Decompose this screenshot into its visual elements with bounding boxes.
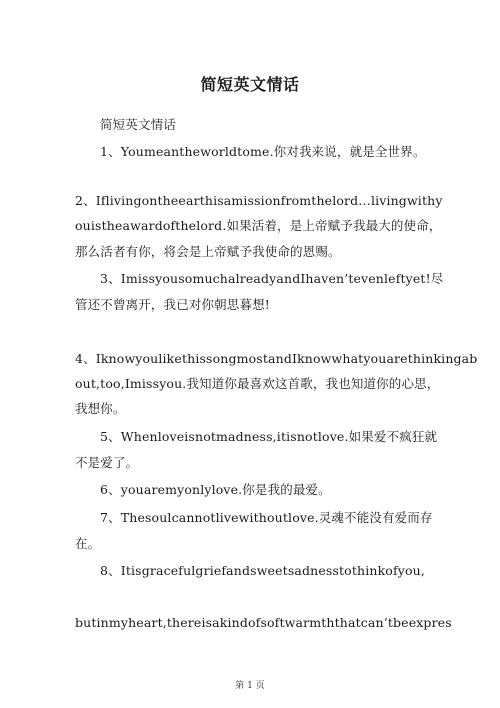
text-line: 那么活者有你，将会是上帝赋予我使命的恩赐。 [75, 244, 341, 259]
text-line: out,too,Imissyou.我知道你最喜欢这首歌，我也知道你的心思， [75, 376, 440, 391]
text-line: 管还不曾离开，我已对你朝思暮想! [75, 297, 270, 312]
subtitle-line: 简短英文情话 [100, 117, 176, 132]
text-line: 5、Whenloveisnotmadness,itisnotlove.如果爱不疯狂就 [100, 429, 438, 444]
text-line: 我想你。 [75, 401, 126, 416]
text-line: 1、Youmeantheworldtome.你对我来说，就是全世界。 [100, 144, 426, 159]
text-line: 6、youaremyonlylove.你是我的最爱。 [100, 482, 331, 497]
text-line: 8、Itisgracefulgriefandsweetsadnesstothinkofyou, [100, 563, 425, 578]
text-line: 4、IknowyoulikethissongmostandIknowwhatyouarethinkingab [75, 351, 478, 366]
text-line: 7、Thesoulcannotlivewithoutlove.灵魂不能没有爱而存 [100, 510, 433, 525]
document-title: 简短英文情话 [200, 75, 300, 94]
text-line: butinmyheart,thereisakindofsoftwarmththatcan’tbeexpres [75, 615, 452, 630]
page-number: 第 1 页 [235, 681, 265, 691]
text-line: ouistheawardofthelord.如果活着，是上帝赋予我最大的使命， [75, 218, 442, 233]
text-line: 3、ImissyousomuchalreadyandIhaven’tevenleftyet!尽 [100, 271, 444, 286]
text-line: 2、Iflivingontheearthisamissionfromthelord…livingwithy [75, 193, 443, 208]
text-line: 不是爱了。 [75, 455, 139, 470]
text-line: 在。 [75, 536, 101, 551]
